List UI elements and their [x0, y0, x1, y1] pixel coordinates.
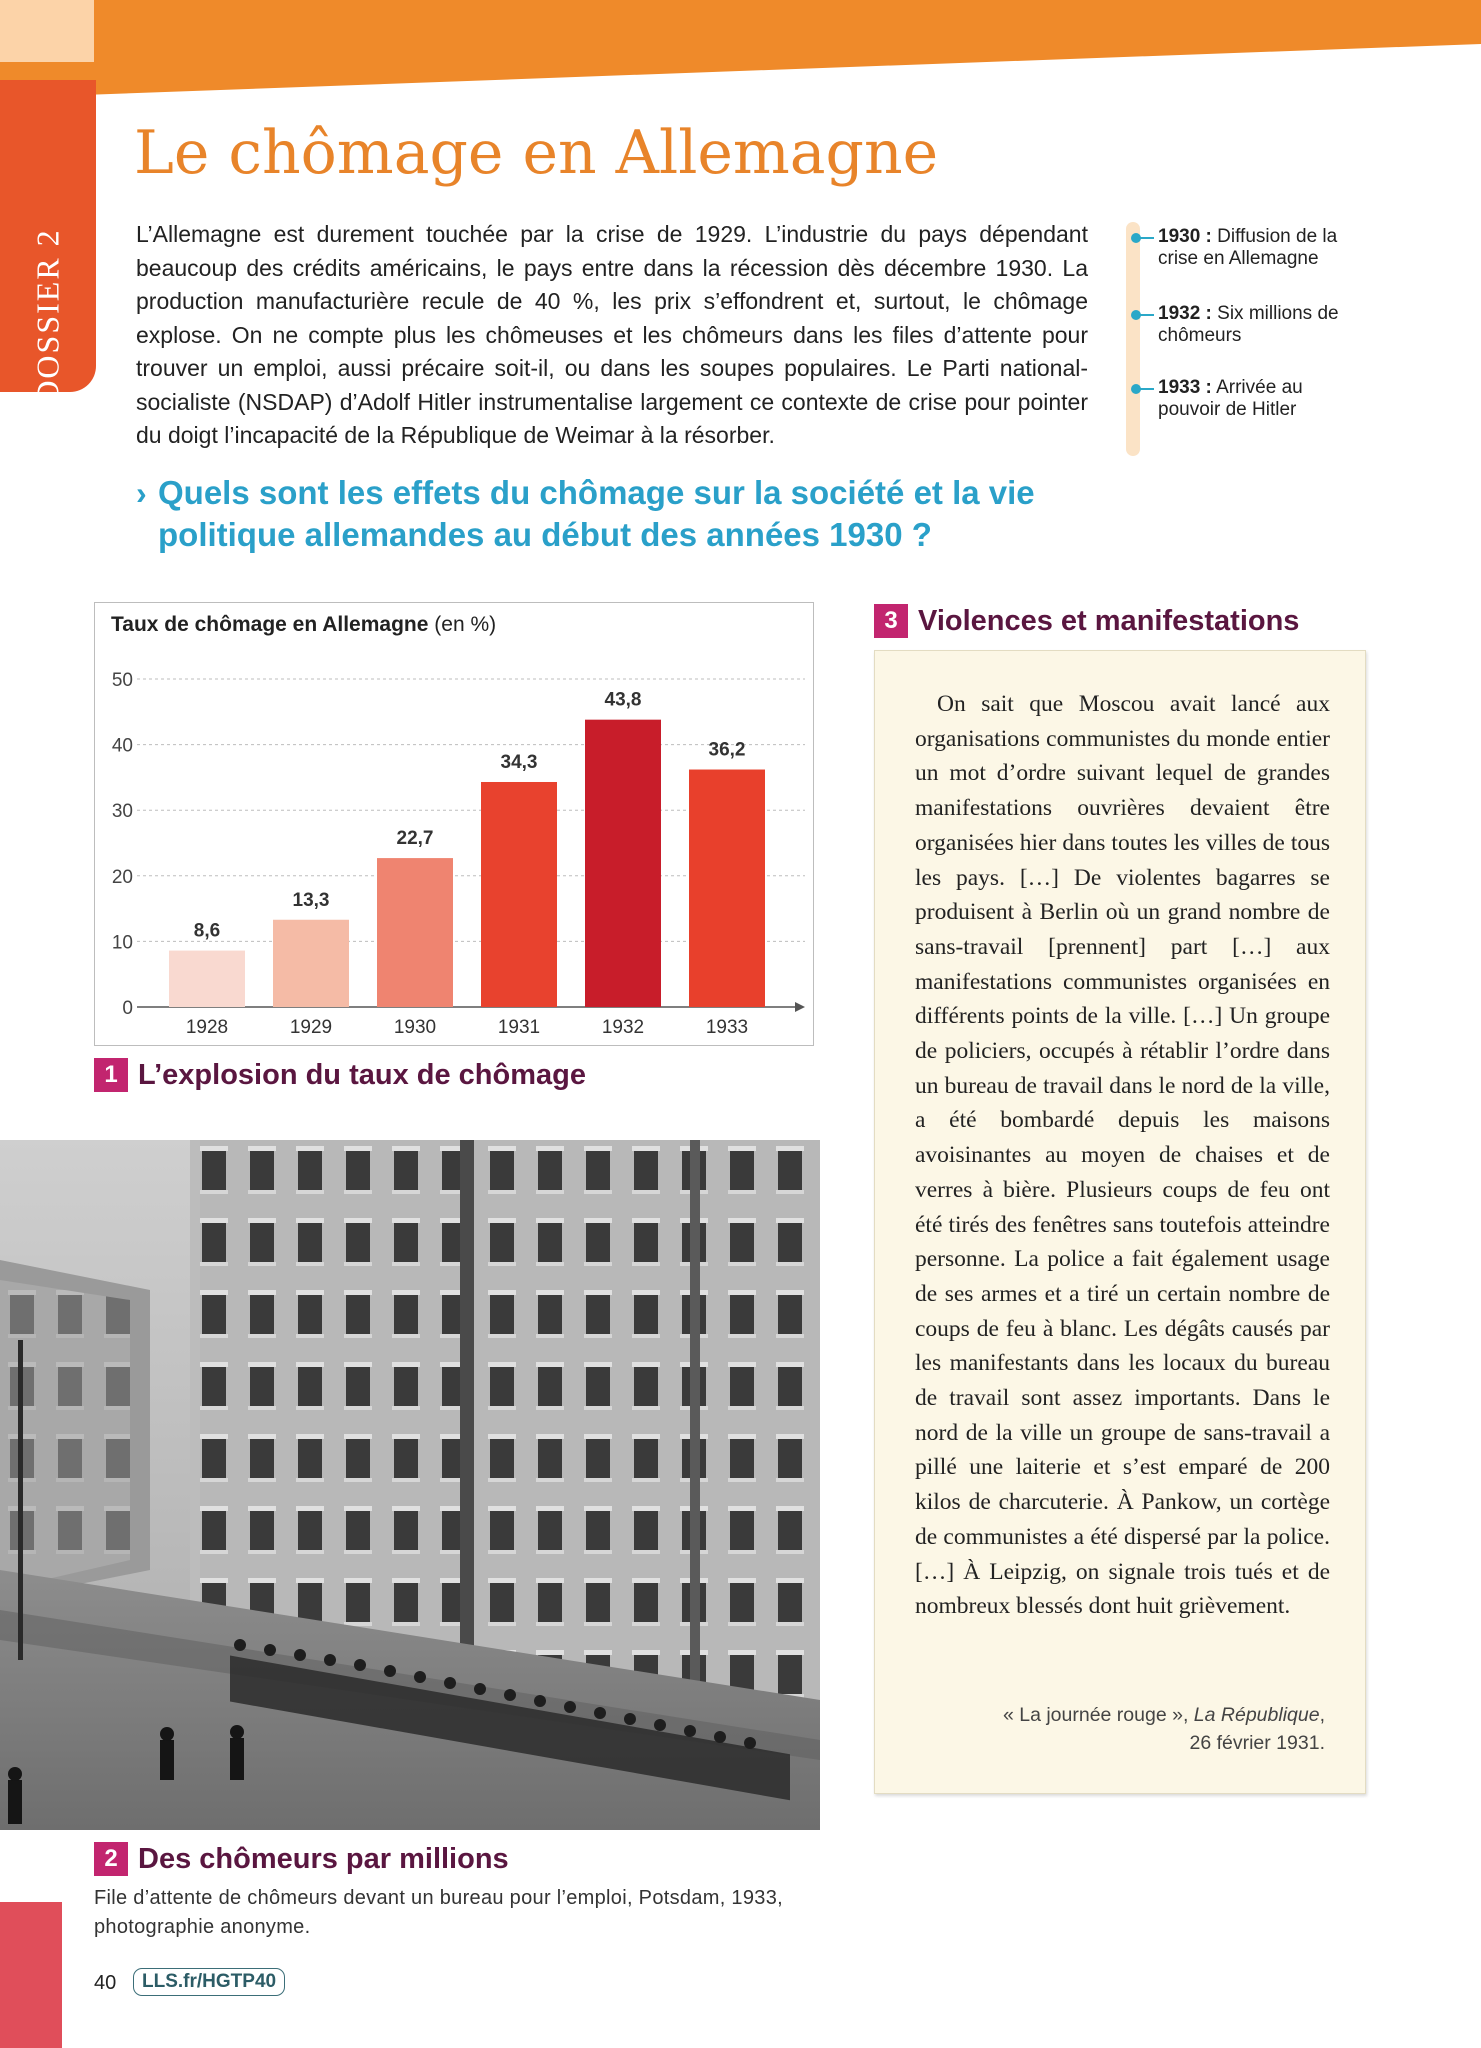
timeline-text: Diffusion de la crise en Allemagne — [1158, 226, 1338, 269]
chart-x-tick-label: 1929 — [289, 1017, 333, 1038]
timeline-year: 1933 : — [1158, 377, 1212, 398]
chart-axis-arrow-icon — [795, 1002, 805, 1012]
chart-y-tick-label: 40 — [111, 735, 133, 757]
chart-title: Taux de chômage en Allemagne (en %) — [111, 613, 497, 636]
page-title: Le chômage en Allemagne — [134, 118, 939, 188]
header-band — [0, 0, 1481, 100]
footer-link[interactable]: LLS.fr/HGTP40 — [133, 1968, 285, 1996]
timeline-bar — [1126, 222, 1140, 456]
source-title: « La journée rouge », — [1002, 1704, 1189, 1726]
doc1-title: L’explosion du taux de chômage — [138, 1058, 586, 1091]
dossier-tab — [0, 80, 96, 404]
intro-paragraph: L’Allemagne est durement touchée par la crise de 1929. L’industrie du pays dépendant beaucoup des crédits américains, le pays entre dans la récession dès décembre 1930. La production manufacturière recule de 40 %, les prix s’effondrent et, surtout, le chômage explose. On ne compte plus les chômeuses et les chômeurs dans les files d’attente pour trouver un emploi, aussi précaire soit-il, ou dans les soupes populaires. Le Parti national-socialiste (NSDAP) d’Adolf Hitler instrumentalise largement ce contexte de crise pour pointer du doigt l’incapacité de la République de Weimar à la résorber. — [136, 221, 1088, 448]
chart-x-tick-label: 1930 — [393, 1017, 437, 1038]
timeline-text: Arrivée au pouvoir de Hitler — [1158, 377, 1303, 420]
doc1-number-badge: 1 — [94, 1058, 128, 1092]
chart-data-label: 34,3 — [500, 751, 538, 773]
chart-bar — [585, 720, 661, 1007]
timeline-text: Six millions de chômeurs — [1158, 303, 1339, 346]
chart-y-tick-label: 10 — [111, 932, 133, 954]
doc3-source: « La journée rouge », La République, 26 février 1931. — [1002, 1704, 1325, 1754]
chart-bar — [273, 920, 349, 1007]
chart-bar — [481, 782, 557, 1007]
chart-x-tick-label: 1932 — [601, 1017, 645, 1038]
page-number: 40 — [94, 1972, 117, 1994]
doc1-heading — [94, 1058, 586, 1092]
chart-bar — [377, 858, 453, 1007]
chart-bar — [689, 770, 765, 1007]
doc3-text-box — [874, 650, 1366, 1794]
chart-title-unit: (en %) — [434, 613, 497, 636]
doc2-heading — [94, 1842, 509, 1876]
chart-data-label: 43,8 — [604, 689, 642, 711]
doc3-number-badge: 3 — [874, 604, 908, 638]
doc2-title: Des chômeurs par millions — [138, 1842, 509, 1875]
chart-y-tick-label: 20 — [111, 866, 133, 888]
timeline-year: 1930 : — [1158, 226, 1212, 247]
doc3-heading — [874, 604, 1299, 638]
key-question — [136, 472, 1176, 556]
chart-canvas — [95, 603, 813, 1045]
chart-data-label: 13,3 — [292, 889, 330, 911]
footer-tab — [0, 1902, 62, 2048]
chart-y-tick-label: 50 — [111, 670, 133, 691]
source-journal: La République — [1193, 1704, 1320, 1726]
timeline-year: 1932 : — [1158, 303, 1212, 324]
question-text: Quels sont les effets du chômage sur la société et la vie politique allemandes au début des années 1930 ? — [158, 474, 1035, 553]
chart-data-label: 22,7 — [396, 828, 434, 850]
chart-bar — [169, 951, 245, 1007]
timeline — [1126, 222, 1346, 456]
chart-data-label: 8,6 — [193, 920, 221, 942]
source-date: 26 février 1931. — [1189, 1732, 1325, 1754]
unemployed-queue-photo — [0, 1140, 820, 1830]
chevron-right-icon: › — [136, 475, 147, 511]
chart-x-tick-label: 1931 — [497, 1017, 541, 1038]
doc2-number-badge: 2 — [94, 1842, 128, 1876]
doc3-text: On sait que Moscou avait lancé aux organisations communistes du monde entier un mot d’ordre suivant lequel de grandes manifestations ouvrières devaient être organisées hier dans toutes les villes de tous les pays. […] De violentes bagarres se produisent à Berlin où un grand nombre de sans-travail [prennent] part […] aux manifestations communistes organisées en différents points de la ville. […] Un groupe de policiers, occupés à rétablir l’ordre dans un bureau de travail dans le nord de la ville, a été bombardé depuis les maisons avoisinantes au moyen de chaises et de verres à bière. Plusieurs coups de feu ont été tirés des fenêtres sans toutefois atteindre personne. La police a fait également usage de ses armes et a tiré un certain nombre de coups de feu à blanc. Les dégâts causés par les manifestants dans les locaux du bureau de travail sont assez importants. Dans le nord de la ville un groupe de sans-travail a pillé une laiterie et s’est emparé de 200 kilos de charcuterie. À Pankow, un cortège de communistes a été dispersé par la police. […] À Leipzig, on signale trois tués et de nombreux blessés dont huit grièvement. — [915, 691, 1330, 1620]
photo-caption: File d’attente de chômeurs devant un bureau pour l’emploi, Potsdam, 1933, photographie anonyme. — [94, 1887, 783, 1938]
chart-y-tick-label: 0 — [122, 998, 133, 1019]
chart-x-tick-label: 1933 — [705, 1017, 749, 1038]
chart-data-label: 36,2 — [708, 739, 746, 761]
chart-y-tick-label: 30 — [111, 801, 133, 823]
unemployment-chart — [94, 602, 814, 1046]
chart-x-tick-label: 1928 — [185, 1017, 229, 1038]
doc3-title: Violences et manifestations — [918, 604, 1300, 637]
dossier-label: DOSSIER 2 — [29, 228, 66, 404]
